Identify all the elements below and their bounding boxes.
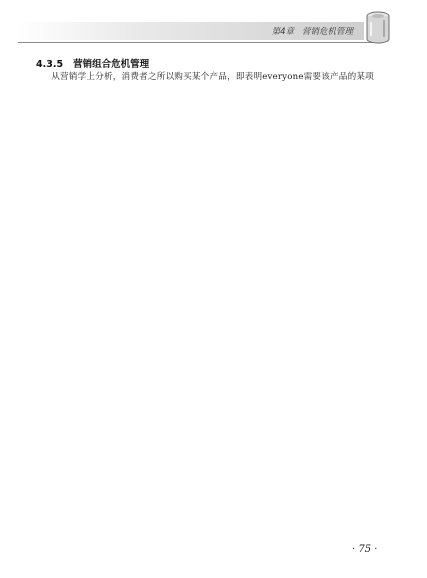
running-head — [272, 25, 353, 37]
chapter-title: 营销危机管理 — [301, 27, 353, 37]
scroll-icon — [363, 10, 393, 46]
body-text — [34, 70, 386, 86]
section-heading — [36, 56, 149, 70]
section-number: 4.3.5 — [36, 59, 64, 70]
section-title: 营销组合危机管理 — [73, 59, 150, 70]
chapter-number: 第4章 — [271, 27, 294, 37]
page-number: · 75 · — [352, 544, 378, 555]
page-header — [0, 0, 427, 46]
header-rule — [18, 42, 378, 43]
paragraph: 从营销学上分析，消费者之所以购买某个产品，即表明everyone需要该产品的某项 — [51, 72, 374, 82]
